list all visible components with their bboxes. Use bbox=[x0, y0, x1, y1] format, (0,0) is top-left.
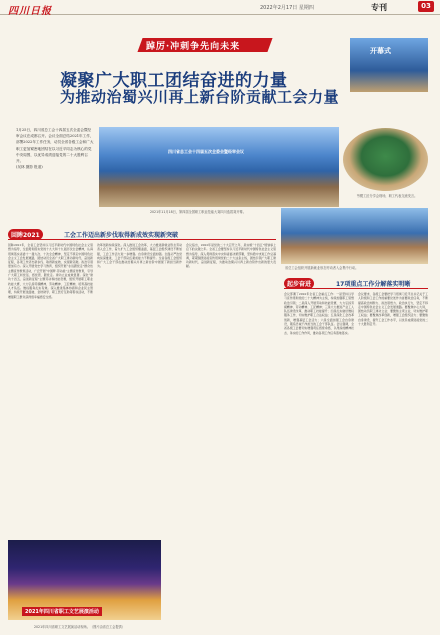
photo-conference bbox=[99, 127, 339, 207]
photo-caption-bottom: 2021年四川省职工文艺展演活动现场。（图片由省总工会提供） bbox=[34, 625, 125, 629]
section-divider-2 bbox=[284, 288, 428, 289]
photo-round-award bbox=[343, 128, 428, 191]
lead-text: 1月25日，四川省总工会十四届五次全委会暨经审会议在成都召开。会议全面总结2021年工作，部署2022年工作任务，动员全省各级工会和广大职工更加紧密地团结在以习近平同志为核心的党中央周围，以优异成绩迎接党的二十大胜利召开。 bbox=[16, 128, 94, 164]
lead-paragraph bbox=[16, 127, 94, 170]
section-tag-progress: 起步奋进 bbox=[284, 278, 314, 289]
article-column-3: 会议指出，2022年是党的二十大召开之年，是实施“十四五”规划承上启下的关键之年。全省工会要坚持以习近平新时代中国特色社会主义思想为指导，深入贯彻落实中央和省委决策部署，坚持稳中求进工作总基调，紧紧围绕迎接宣传贯彻党的二十大这条主线，团结引领广大职工建功新时代、奋进新征程，为推动治蜀兴川再上新台阶作出新的更大贡献。 bbox=[186, 243, 276, 269]
photo-caption-right2: 省总工会组织开展新就业形态劳动者入会集中行动。 bbox=[285, 266, 359, 270]
lead-credit: (吴林 摄影 报道) bbox=[16, 165, 43, 170]
photo-opening-ceremony bbox=[350, 38, 428, 92]
section-label: 专刊 bbox=[371, 3, 387, 12]
stage-banner-text: 四川省总工会十四届五次全委会暨经审会议 bbox=[168, 149, 244, 154]
page-number: 03 bbox=[418, 1, 434, 12]
dateline: 2022年2月17日 星期四 bbox=[260, 5, 314, 11]
photo-workers-join bbox=[281, 208, 428, 264]
article-column-5: 会议要求，各级工会要把学习贯彻习近平总书记关于工人阶级和工会工作的重要论述作为首要政治任务，不断提高政治判断力、政治领悟力、政治执行力，坚定不移走中国特色社会主义工会发展道路。要聚焦中心大局，团结动员职工建功立业；要聚焦主责主业，切实维护职工权益；要聚焦改革创新，增强工会组织活力；要聚焦自身建设，提升工会工作水平，以优异成绩迎接党的二十大胜利召开。 bbox=[358, 292, 428, 327]
photo-caption-main: 2021年11月18日，第四届全国职工职业技能大赛四川选拔赛开幕。 bbox=[150, 210, 246, 214]
section-tag-review: 回眸2021 bbox=[8, 229, 43, 240]
article-column-1: 回眸2021年，全省工会坚持以习近平新时代中国特色社会主义思想为指导，全面贯彻落实党的十九大和十九届历次全会精神，认真贯彻落实省委十一届九次、十次全会精神，坚定不移走中国特色社会主义工会发展道路，团结动员全省广大职工建功新时代、奋进新征程，各项工作迈出新步伐、取得新成效、实现新突破。政治引领更加有力。深入开展党史学习教育，组织开展“永远跟党走”群众性主题宣传教育活动，广泛开展“中国梦·劳动美”主题宣传教育，引导广大职工听党话、感党恩、跟党走。建功立业成效显著。深化“建功十四五、奋进新征程”主题劳动和技能竞赛，组织开展职工职业技能大赛，大力弘扬劳模精神、劳动精神、工匠精神，培育高技能人才队伍。维权服务扎实有效。深入推进集体协商和企业民主管理，持续开展送温暖、金秋助学、职工医疗互助等帮扶活动，不断增强职工群众获得感幸福感安全感。 bbox=[8, 243, 93, 299]
headline-line-2: 为推动治蜀兴川再上新台阶贡献工会力量 bbox=[60, 88, 340, 106]
performance-banner-text: 2021年四川省职工文艺展演活动 bbox=[22, 607, 102, 616]
photo-label: 开幕式 bbox=[370, 47, 391, 55]
section-title-review: 工会工作迈出新步伐取得新成效实现新突破 bbox=[64, 232, 179, 239]
article-column-4: 会议部署了2022年全省工会重点工作：一是坚持以学习宣传贯彻党的二十大精神为主线，持续加强职工思想政治引领；二是深入开展劳动和技能竞赛，大力弘扬劳模精神、劳动精神、工匠精神；三是大力推进产业工人队伍建设改革，推动职工技能提升；四是扎实做好维权服务工作，切实维护职工合法权益；五是深化工会改革创新，增强基层工会活力；六是全面加强工会自身建设，锻造忠诚干净担当的工会干部队伍。会议强调，全省各级工会要切实增强责任感使命感，以昂扬的精神状态、务实的工作作风，推动各项工作任务落地落实。 bbox=[284, 292, 354, 335]
section-divider bbox=[8, 239, 276, 240]
photo-caption-right: 劳模工匠分享会现场，职工代表交流发言。 bbox=[356, 194, 418, 198]
article-column-2: 改革创新持续深化。深入推进工会改革，大力推进新就业形态劳动者入会工作，着力扩大工会组织覆盖面，基层工会组织建设不断加强，工会工作活力进一步增强。自身建设全面加强。全面从严治党向纵深推进，工会干部队伍素质能力不断提升。全省各级工会组织和广大工会干部在推动治蜀兴川再上新台阶中展现了新担当新作为。 bbox=[97, 243, 182, 269]
headline-line-1: 凝聚广大职工团结奋进的力量 bbox=[60, 71, 288, 91]
section-title-progress: 17项重点工作分解落实明晰 bbox=[336, 281, 411, 288]
banner-title: 踔厉·冲刺争先向未来 bbox=[146, 42, 241, 52]
newspaper-logo: 四川日报 bbox=[8, 6, 52, 17]
